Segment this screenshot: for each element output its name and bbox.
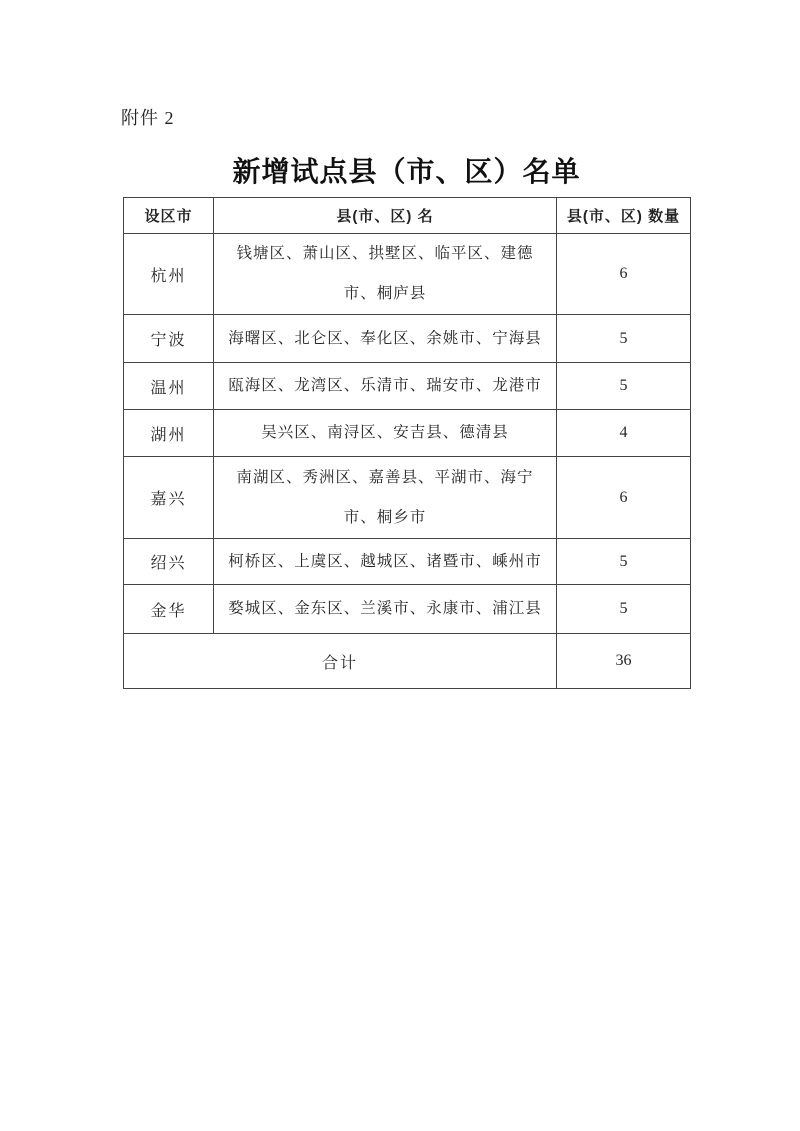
- table-row-huzhou: [124, 410, 691, 457]
- city-cell: 温州: [124, 363, 214, 410]
- table-row-total: [124, 634, 691, 689]
- counties-cell: 海曙区、北仑区、奉化区、余姚市、宁海县: [214, 315, 557, 363]
- count-cell: 5: [557, 363, 691, 410]
- counties-cell: 钱塘区、萧山区、拱墅区、临平区、建德市、桐庐县: [214, 234, 557, 315]
- table-row-hangzhou: [124, 234, 691, 315]
- city-cell: 宁波: [124, 315, 214, 363]
- page-title: 新增试点县（市、区）名单: [232, 157, 581, 188]
- table-row-shaoxing: [124, 539, 691, 585]
- city-cell: 杭州: [124, 234, 214, 315]
- total-label-cell: 合计: [124, 634, 557, 689]
- table-row-jinhua: [124, 585, 691, 634]
- pilot-counties-table: [123, 197, 691, 689]
- table-header-row: [124, 198, 691, 234]
- table-row-ningbo: [124, 315, 691, 363]
- count-cell: 5: [557, 585, 691, 634]
- city-cell: 绍兴: [124, 539, 214, 585]
- header-count: 县(市、区) 数量: [557, 198, 691, 234]
- counties-cell: 吴兴区、南浔区、安吉县、德清县: [214, 410, 557, 457]
- count-cell: 5: [557, 539, 691, 585]
- header-counties: 县(市、区) 名: [214, 198, 557, 234]
- city-cell: 金华: [124, 585, 214, 634]
- city-cell: 湖州: [124, 410, 214, 457]
- table-row-wenzhou: [124, 363, 691, 410]
- count-cell: 6: [557, 234, 691, 315]
- attachment-label: 附件 2: [121, 108, 175, 128]
- total-count-cell: 36: [557, 634, 691, 689]
- counties-cell: 瓯海区、龙湾区、乐清市、瑞安市、龙港市: [214, 363, 557, 410]
- counties-cell: 南湖区、秀洲区、嘉善县、平湖市、海宁市、桐乡市: [214, 457, 557, 539]
- counties-cell: 柯桥区、上虞区、越城区、诸暨市、嵊州市: [214, 539, 557, 585]
- count-cell: 4: [557, 410, 691, 457]
- header-city: 设区市: [124, 198, 214, 234]
- count-cell: 6: [557, 457, 691, 539]
- count-cell: 5: [557, 315, 691, 363]
- city-cell: 嘉兴: [124, 457, 214, 539]
- table-row-jiaxing: [124, 457, 691, 539]
- counties-cell: 婺城区、金东区、兰溪市、永康市、浦江县: [214, 585, 557, 634]
